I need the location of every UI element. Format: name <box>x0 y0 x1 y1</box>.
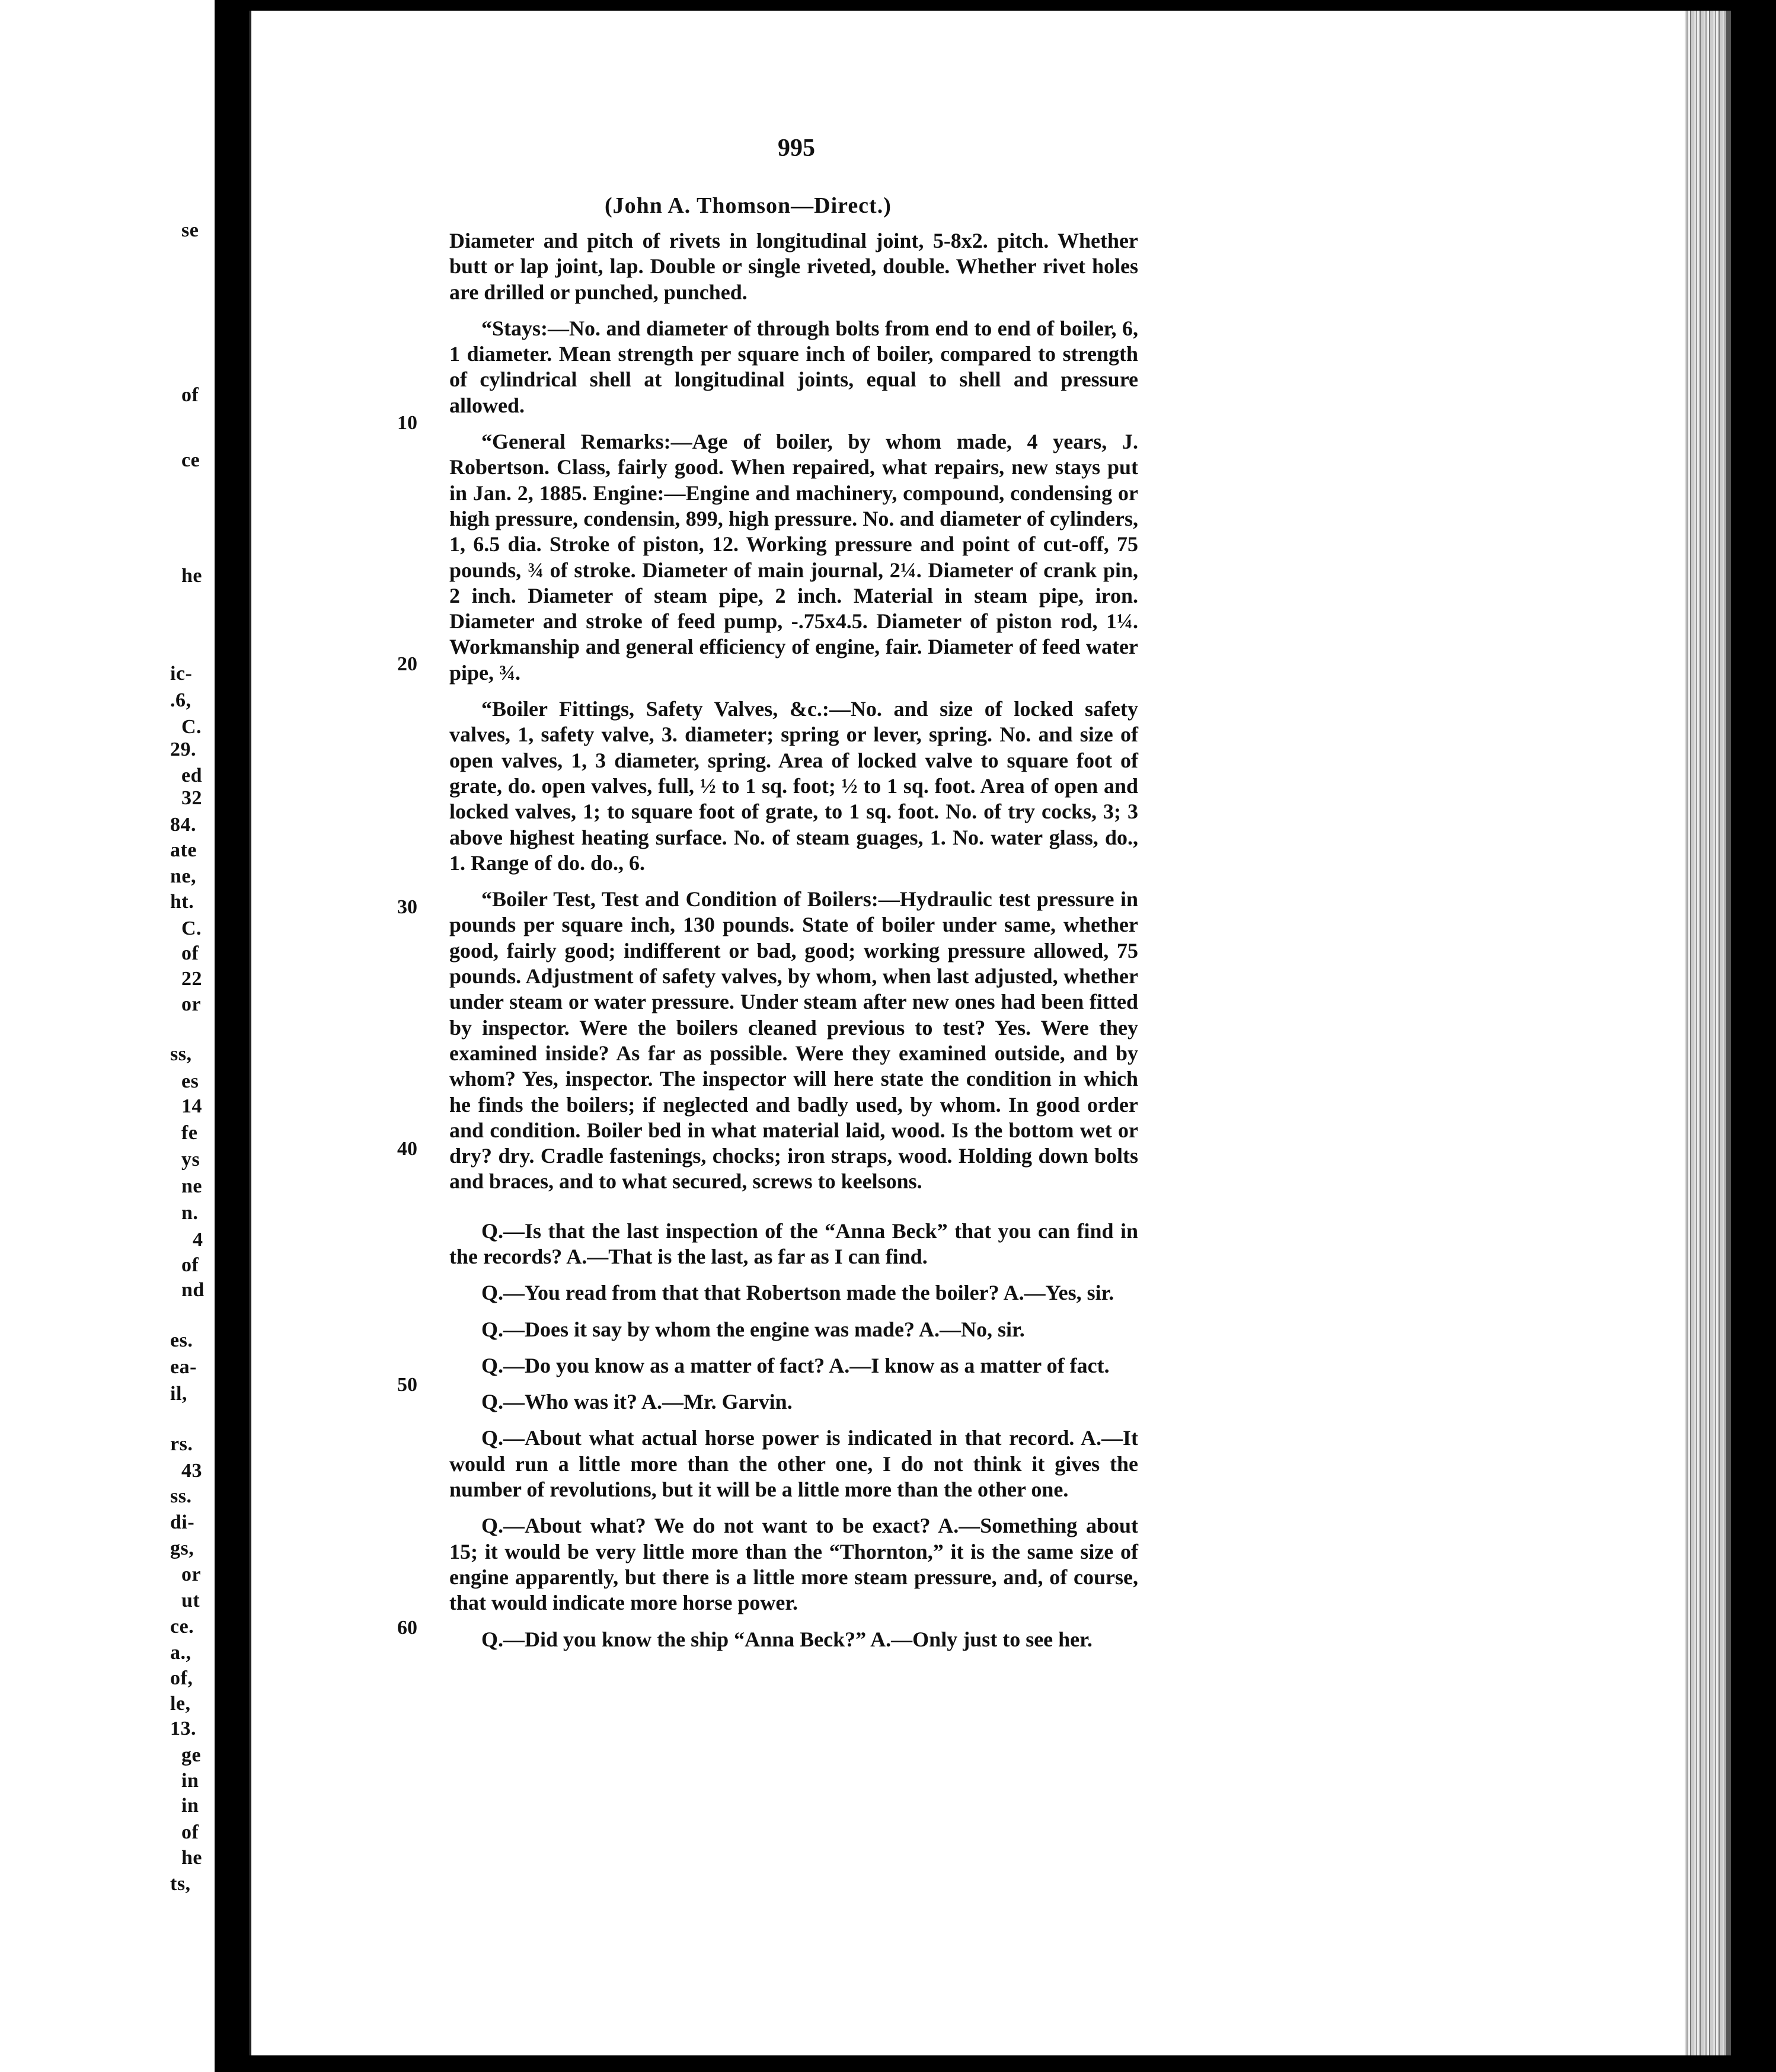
facing-page-text-fragment: rs. <box>170 1433 193 1455</box>
facing-page-text-fragment: di- <box>170 1511 195 1533</box>
margin-line-number: 50 <box>397 1374 417 1396</box>
facing-page-text-fragment: in <box>181 1770 199 1792</box>
facing-page-text-fragment: ce <box>181 449 200 471</box>
facing-page-text-fragment: fe <box>181 1122 198 1144</box>
facing-page-text-fragment: 29. <box>170 738 196 760</box>
facing-page-text-fragment: il, <box>170 1383 187 1405</box>
testimony-paragraph: Q.—Who was it? A.—Mr. Garvin. <box>481 1390 793 1414</box>
facing-page-text-fragment: of <box>181 942 199 964</box>
facing-page-text-fragment: ht. <box>170 891 194 913</box>
facing-page-text-fragment: of <box>181 1254 199 1276</box>
margin-line-number: 30 <box>397 896 417 918</box>
facing-page-text-fragment: es <box>181 1070 199 1092</box>
facing-page-text-fragment: 14 <box>181 1095 202 1117</box>
record-paragraph: “Stays:—No. and diameter of through bolts from end to end of boiler, 6, 1 diameter. Mean strength per square inch of boiler, compared to strength of cylindrical shell at longitudinal joints, equal to shell and pressure allowed. <box>449 316 1138 417</box>
facing-page-text-fragment: ss. <box>170 1485 192 1507</box>
facing-page-text-fragment: of, <box>170 1667 193 1689</box>
facing-page-text-fragment: C. <box>181 917 202 939</box>
page-edge-shadow <box>1726 11 1731 2055</box>
testimony-paragraph: Q.—Do you know as a matter of fact? A.—I know as a matter of fact. <box>481 1353 1110 1377</box>
facing-page-text-fragment: ea- <box>170 1356 197 1378</box>
record-paragraph: “General Remarks:—Age of boiler, by whom made, 4 years, J. Robertson. Class, fairly good. When repaired, what repairs, new stays put in Jan. 2, 1885. Engine:—Engine and machinery, compound, condensing or high pressure, condensin, 899, high pressure. No. and diameter of cylinders, 1, 6.5 dia. Stroke of piston, 12. Working pressure and point of cut-off, 75 pounds, ¾ of stroke. Diameter of main journal, 2¼. Diameter of crank pin, 2 inch. Diameter of steam pipe, 2 inch. Material in steam pipe, iron. Diameter and stroke of feed pump, -.75x4.5. Diameter of piston rod, 1¼. Workmanship and general efficiency of engine, fair. Diameter of feed water pipe, ¾. <box>449 430 1138 685</box>
facing-page-text-fragment: of <box>181 1821 199 1843</box>
facing-page-text-fragment: C. <box>181 716 202 738</box>
testimony-paragraph: Q.—Does it say by whom the engine was made? A.—No, sir. <box>481 1317 1025 1341</box>
facing-page-text-fragment: ne <box>181 1175 202 1197</box>
margin-line-number: 40 <box>397 1138 417 1160</box>
page-body <box>449 228 1138 1652</box>
facing-page-text-fragment: he <box>181 1847 202 1869</box>
facing-page-text-fragment: ne, <box>170 865 196 887</box>
facing-page-text-fragment: ys <box>181 1149 200 1171</box>
facing-page-text-fragment: se <box>181 219 199 241</box>
facing-page-text-fragment: ce. <box>170 1616 194 1638</box>
facing-page-text-fragment: ic- <box>170 663 193 685</box>
facing-page-text-fragment: ge <box>181 1744 202 1766</box>
facing-page-text-fragment: 4 <box>193 1229 203 1251</box>
testimony-paragraph: Q.—About what? We do not want to be exact? A.—Something about 15; it would be very little more than the “Thornton,” it is the same size of engine apparently, but there is a little more steam pressure, and, of course, that would indicate more horse power. <box>449 1514 1138 1615</box>
facing-page-text-fragment: nd <box>181 1279 205 1301</box>
margin-line-number: 20 <box>397 653 417 675</box>
facing-page-text-fragment: of <box>181 384 199 406</box>
margin-line-number: 10 <box>397 412 417 434</box>
testimony-paragraph: Q.—Did you know the ship “Anna Beck?” A.—Only just to see her. <box>481 1627 1093 1651</box>
record-paragraph: “Boiler Fittings, Safety Valves, &c.:—No. and size of locked safety valves, 1, safety valve, 3. diameter; spring or lever, spring. No. and size of open valves, 1, 3 diameter, spring. Area of locked valve to square foot of grate, do. open valves, full, ½ to 1 sq. foot; ½ to 1 sq. foot. Area of open and locked valves, 1; to square foot of grate, to 1 sq. foot. No. of try cocks, 3; 3 above highest heating surface. No. of steam guages, 1. No. water glass, do., 1. Range of do. do., 6. <box>449 697 1138 875</box>
facing-page-text-fragment: 13. <box>170 1718 196 1740</box>
facing-page-text-fragment: .6, <box>170 689 191 711</box>
facing-page-text-fragment: or <box>181 993 202 1015</box>
facing-page-text-fragment: ts, <box>170 1873 191 1895</box>
testimony-paragraph: Q.—You read from that that Robertson made the boiler? A.—Yes, sir. <box>481 1281 1114 1305</box>
facing-page-text-fragment: n. <box>181 1202 199 1224</box>
record-paragraph: “Boiler Test, Test and Condition of Boilers:—Hydraulic test pressure in pounds per square inch, 130 pounds. State of boiler under same, whether good, fairly good; indifferent or bad, good; working pressure allowed, 75 pounds. Adjustment of safety valves, by whom, when last adjusted, whether under steam or water pressure. Under steam after new ones had been fitted by inspector. Were the boilers cleaned previous to test? Yes. Were they examined inside? As far as possible. Were they examined outside, and by whom? Yes, inspector. The inspector will here state the condition in which he finds the boilers; if neglected and badly used, by whom. In good order and condition. Boiler bed in what material laid, wood. Is the bottom wet or dry? dry. Cradle fastenings, chocks; iron straps, wood. Holding down bolts and braces, and to what secured, screws to keelsons. <box>449 887 1138 1194</box>
page-edge-stack <box>1685 11 1726 2055</box>
facing-page-text-fragment: ate <box>170 839 197 861</box>
facing-page-text-fragment: 22 <box>181 968 202 990</box>
facing-page-text-fragment: ut <box>181 1590 200 1611</box>
facing-page-text-fragment: 32 <box>181 787 202 809</box>
record-paragraph: Diameter and pitch of rivets in longitudinal joint, 5-8x2. pitch. Whether butt or lap joint, lap. Double or single riveted, double. Whether rivet holes are drilled or punched, punched. <box>449 229 1138 304</box>
testimony-paragraph: Q.—About what actual horse power is indicated in that record. A.—It would run a little more than the other one, I do not think it gives the number of revolutions, but it will be a little more than the other one. <box>449 1426 1138 1502</box>
facing-page-text-fragment: or <box>181 1563 202 1585</box>
facing-page-text-fragment: gs, <box>170 1537 194 1559</box>
facing-page-text-fragment: a., <box>170 1642 191 1664</box>
testimony-paragraph: Q.—Is that the last inspection of the “Anna Beck” that you can find in the records? A.—That is the last, as far as I can find. <box>449 1219 1138 1268</box>
facing-page-text-fragment: ss, <box>170 1043 192 1065</box>
running-header: (John A. Thomson—Direct.) <box>605 193 892 218</box>
page-number: 995 <box>778 135 815 162</box>
facing-page-text-fragment: ed <box>181 765 202 786</box>
facing-page-text-fragment: 84. <box>170 814 196 836</box>
facing-page-text-fragment: le, <box>170 1693 191 1715</box>
facing-page-text-fragment: he <box>181 565 202 587</box>
facing-page-text-fragment: 43 <box>181 1460 202 1482</box>
facing-page-text-fragment: es. <box>170 1329 193 1351</box>
margin-line-number: 60 <box>397 1617 417 1639</box>
facing-page-text-fragment: in <box>181 1795 199 1817</box>
